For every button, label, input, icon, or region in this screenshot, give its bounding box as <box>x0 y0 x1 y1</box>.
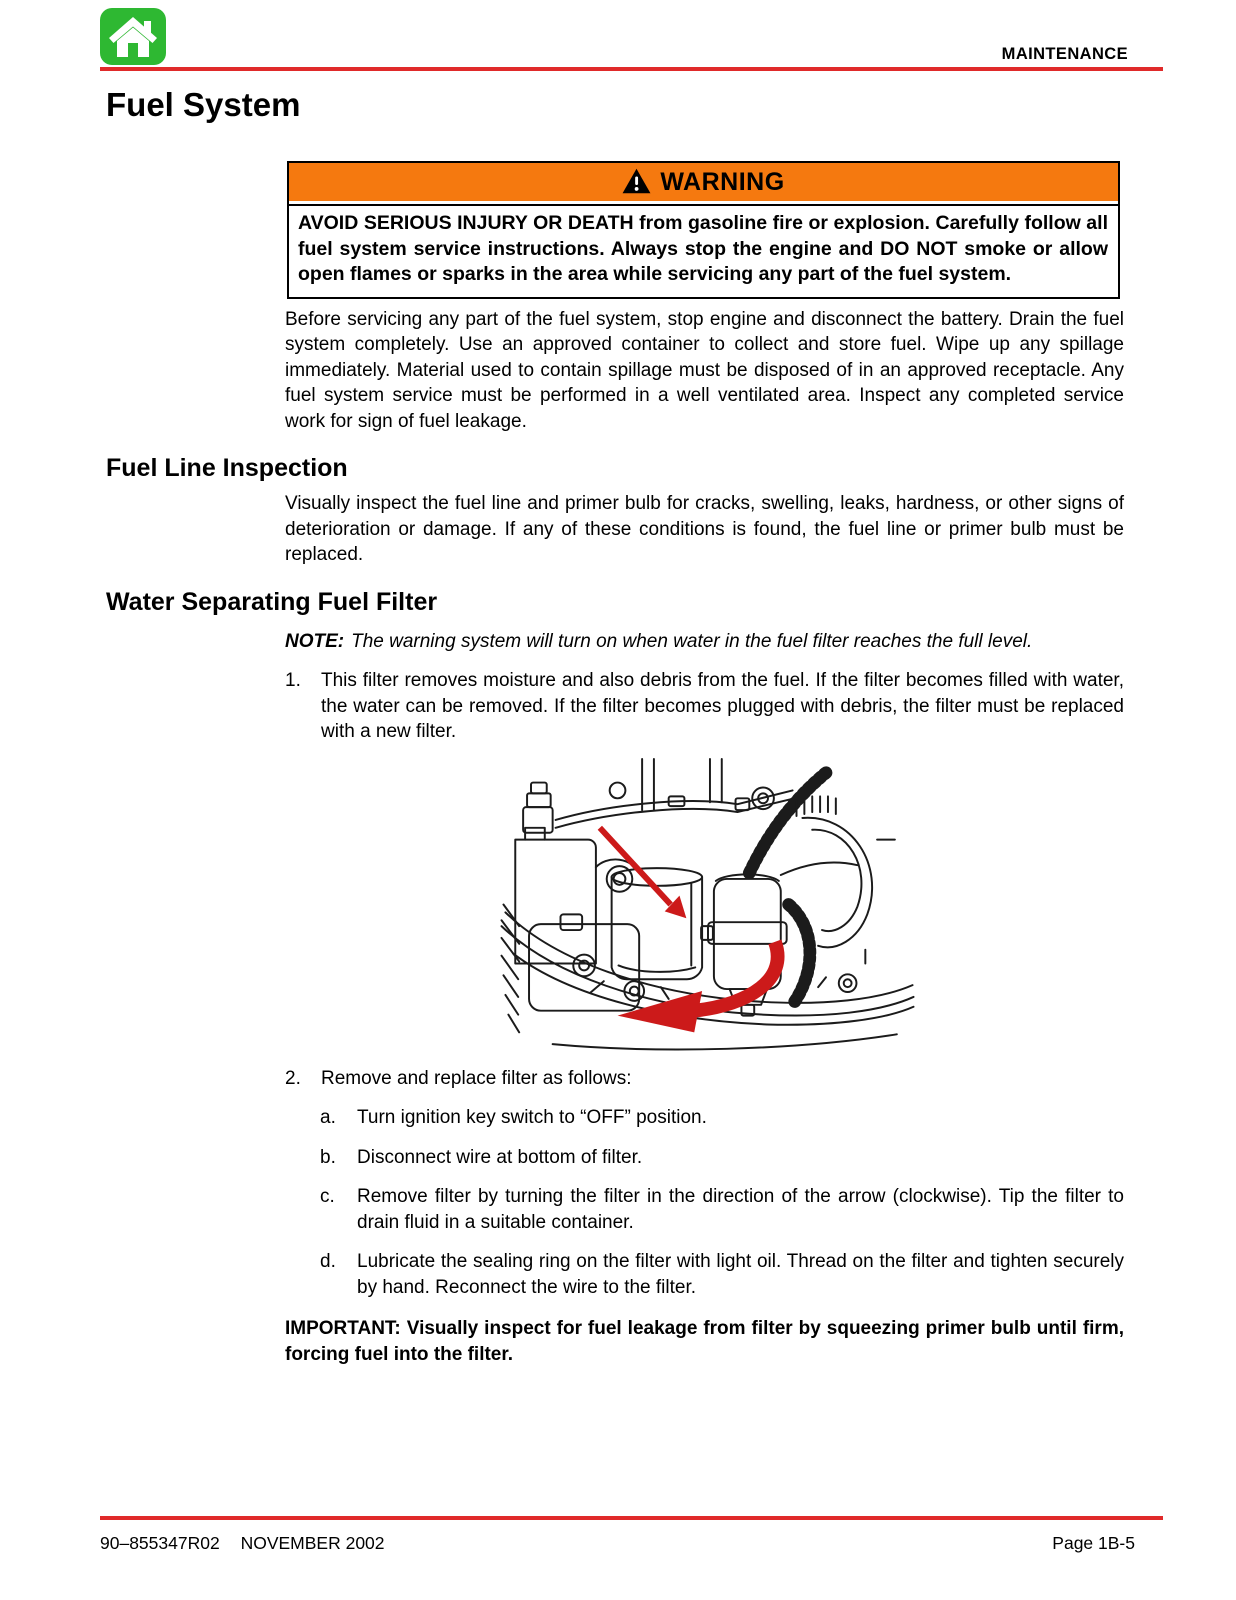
page-title: Fuel System <box>106 86 301 123</box>
substep-b-marker: b. <box>320 1146 336 1168</box>
substep-b <box>320 1145 1124 1171</box>
note-paragraph <box>285 629 1124 655</box>
substep-c-marker: c. <box>320 1186 335 1207</box>
footer-rule <box>100 1516 1163 1520</box>
intro-paragraph: Before servicing any part of the fuel system, stop engine and disconnect the battery. Drain the fuel system completely. Use an approved container to collect and store fuel. Wipe up any spillage immediately. Material used to contain spillage must be disposed of in an approved receptacle. Any fuel system service must be performed in a well ventilated area. Inspect any completed service work for sign of fuel leakage. <box>285 308 1124 432</box>
important-notice <box>285 1316 1124 1368</box>
substep-c <box>320 1184 1124 1235</box>
substep-d <box>320 1249 1124 1300</box>
warning-box-header <box>289 163 1118 201</box>
footer-left <box>100 1533 385 1554</box>
header-rule <box>100 67 1163 71</box>
important-label: IMPORTANT: <box>285 1318 401 1339</box>
section-heading-water-filter: Water Separating Fuel Filter <box>106 587 438 616</box>
substep-d-text: Lubricate the sealing ring on the filter with light oil. Thread on the filter and tighten securely by hand. Reconnect the wire to the filter. <box>357 1251 1124 1298</box>
page-header <box>0 0 1236 67</box>
substep-a <box>320 1105 1124 1131</box>
home-icon <box>100 8 166 65</box>
warning-title: WARNING <box>660 167 785 196</box>
doc-date: NOVEMBER 2002 <box>240 1533 385 1553</box>
substep-c-text: Remove filter by turning the filter in the direction of the arrow (clockwise). Tip the filter to drain fluid in a suitable container. <box>357 1186 1124 1233</box>
filter-pointer-arrow-icon <box>600 827 687 917</box>
fuel-line-paragraph: Visually inspect the fuel line and primer bulb for cracks, swelling, leaks, hardness, or other signs of deterioration or damage. If any of these conditions is found, the fuel line or primer bulb must be replaced. <box>285 493 1124 565</box>
section-heading-fuel-line: Fuel Line Inspection <box>106 454 348 482</box>
page-number: Page 1B-5 <box>1052 1533 1135 1553</box>
step-2 <box>285 1066 1124 1092</box>
home-button[interactable] <box>100 8 166 65</box>
doc-number: 90–855347R02 <box>100 1533 220 1553</box>
page-footer <box>100 1516 1163 1554</box>
substep-a-marker: a. <box>320 1107 336 1128</box>
engine-illustration <box>498 757 918 1052</box>
note-text: The warning system will turn on when water in the fuel filter reaches the full level. <box>351 630 1033 652</box>
step-1 <box>285 668 1124 745</box>
step-2-marker: 2. <box>285 1067 301 1089</box>
step-2-text: Remove and replace filter as follows: <box>321 1067 632 1089</box>
step-1-marker: 1. <box>285 670 301 691</box>
warning-triangle-icon <box>622 168 651 194</box>
warning-box <box>287 161 1120 299</box>
header-section-label: MAINTENANCE <box>1001 45 1128 63</box>
warning-box-body: AVOID SERIOUS INJURY OR DEATH from gasoline fire or explosion. Carefully follow all fuel system service instructions. Always stop the engine and DO NOT smoke or allow open flames or sparks in the area while servicing any part of the fuel system. <box>289 204 1118 297</box>
important-text: Visually inspect for fuel leakage from filter by squeezing primer bulb until firm, forcing fuel into the filter. <box>285 1318 1124 1365</box>
substep-d-marker: d. <box>320 1251 336 1272</box>
step-1-text: This filter removes moisture and also debris from the fuel. If the filter becomes filled with water, the water can be removed. If the filter becomes plugged with debris, the filter must be replaced with a new filter. <box>321 670 1124 742</box>
substep-a-text: Turn ignition key switch to “OFF” position. <box>357 1107 707 1128</box>
note-label: NOTE: <box>285 630 345 652</box>
substep-b-text: Disconnect wire at bottom of filter. <box>357 1146 643 1168</box>
